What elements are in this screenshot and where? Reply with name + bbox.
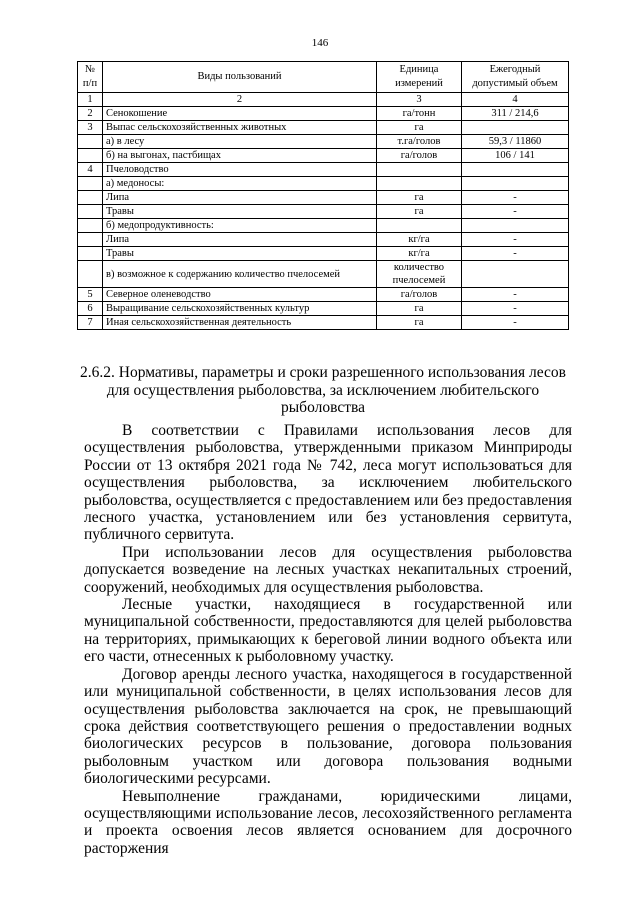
row-number-cell (78, 261, 103, 288)
unit-cell (377, 177, 462, 191)
table-header-row (78, 62, 569, 93)
unit-cell: га (377, 302, 462, 316)
row-number-cell (78, 205, 103, 219)
table-row (78, 163, 569, 177)
table-row (78, 205, 569, 219)
usage-type-cell: а) медоносы: (103, 177, 377, 191)
usage-type-cell: Северное оленеводство (103, 288, 377, 302)
volume-cell: - (462, 288, 569, 302)
unit-cell: кг/га (377, 233, 462, 247)
usage-type-cell: Травы (103, 205, 377, 219)
col-number: 4 (462, 93, 569, 107)
volume-cell: - (462, 316, 569, 330)
table-row (78, 191, 569, 205)
unit-cell: га (377, 191, 462, 205)
unit-cell: количество пчелосемей (377, 261, 462, 288)
table-row (78, 135, 569, 149)
usage-type-cell: б) медопродуктивность: (103, 219, 377, 233)
usage-type-cell: Сенокошение (103, 107, 377, 121)
volume-cell (462, 219, 569, 233)
unit-cell: га/голов (377, 149, 462, 163)
usage-type-cell: Иная сельскохозяйственная деятельность (103, 316, 377, 330)
body-text (84, 422, 572, 857)
unit-cell: га (377, 205, 462, 219)
row-number-cell: 4 (78, 163, 103, 177)
usage-type-cell: в) возможное к содержанию количество пчелосемей (103, 261, 377, 288)
section-title: 2.6.2. Нормативы, параметры и сроки разрешенного использования лесов для осуществления рыболовства, за исключением любительского рыболовства (80, 364, 566, 416)
volume-cell: 106 / 141 (462, 149, 569, 163)
header-usage-type: Виды пользований (103, 62, 377, 93)
paragraph: Лесные участки, находящиеся в государственной или муниципальной собственности, предоставляются для целей рыболовства на территориях, примыкающих к береговой линии водного объекта или его части, отнесенных к рыболовному участку. (84, 596, 572, 666)
row-number-cell: 2 (78, 107, 103, 121)
paragraph: Договор аренды лесного участка, находящегося в государственной или муниципальной собственности, в целях использования лесов для осуществления рыболовства заключается на срок, не превышающий срока действия соответствующего решения о предоставлении водных биологических ресурсов в пользование, договора пользования рыболовным участком или договора пользования водными биологическими ресурсами. (84, 665, 572, 788)
table-row (78, 149, 569, 163)
volume-cell: - (462, 191, 569, 205)
table-body (78, 107, 569, 330)
col-number: 3 (377, 93, 462, 107)
table-row (78, 247, 569, 261)
volume-cell: 311 / 214,6 (462, 107, 569, 121)
usage-type-cell: Липа (103, 191, 377, 205)
col-number: 1 (78, 93, 103, 107)
volume-cell: - (462, 205, 569, 219)
usage-type-cell: а) в лесу (103, 135, 377, 149)
table-row (78, 219, 569, 233)
usage-table (77, 61, 569, 330)
usage-type-cell: Липа (103, 233, 377, 247)
table-row (78, 121, 569, 135)
table-row (78, 177, 569, 191)
unit-cell (377, 163, 462, 177)
row-number-cell (78, 135, 103, 149)
volume-cell: - (462, 247, 569, 261)
header-unit: Единица измерений (377, 62, 462, 93)
column-number-row (78, 93, 569, 107)
page-number: 146 (311, 37, 329, 49)
usage-type-cell: Выпас сельскохозяйственных животных (103, 121, 377, 135)
row-number-cell (78, 149, 103, 163)
paragraph: Невыполнение гражданами, юридическими лицами, осуществляющими использование лесов, лесохозяйственного регламента и проекта освоения лесов является основанием для досрочного расторжения (84, 787, 572, 857)
paragraph: В соответствии с Правилами использования лесов для осуществления рыболовства, утвержденными приказом Минприроды России от 13 октября 2021 года № 742, леса могут использоваться для осуществления рыболовства, за исключением любительского рыболовства, осуществляется с предоставлением или без предоставления лесного участка, установлением или без установления сервитута, публичного сервитута. (84, 422, 572, 544)
volume-cell: - (462, 302, 569, 316)
row-number-cell (78, 191, 103, 205)
unit-cell: га (377, 316, 462, 330)
unit-cell: га/голов (377, 288, 462, 302)
table-row (78, 233, 569, 247)
header-num: № п/п (78, 62, 103, 93)
volume-cell (462, 177, 569, 191)
col-number: 2 (103, 93, 377, 107)
row-number-cell: 5 (78, 288, 103, 302)
unit-cell: га/тонн (377, 107, 462, 121)
row-number-cell (78, 247, 103, 261)
volume-cell: 59,3 / 11860 (462, 135, 569, 149)
row-number-cell (78, 177, 103, 191)
table-row (78, 288, 569, 302)
usage-type-cell: Пчеловодство (103, 163, 377, 177)
row-number-cell: 3 (78, 121, 103, 135)
table-row (78, 316, 569, 330)
unit-cell: кг/га (377, 247, 462, 261)
volume-cell: - (462, 233, 569, 247)
table-row (78, 107, 569, 121)
volume-cell (462, 163, 569, 177)
table-row (78, 261, 569, 288)
unit-cell: т.га/голов (377, 135, 462, 149)
volume-cell (462, 121, 569, 135)
row-number-cell (78, 219, 103, 233)
row-number-cell: 6 (78, 302, 103, 316)
table-row (78, 302, 569, 316)
unit-cell: га (377, 121, 462, 135)
header-volume: Ежегодный допустимый объем (462, 62, 569, 93)
usage-type-cell: Выращивание сельскохозяйственных культур (103, 302, 377, 316)
volume-cell (462, 261, 569, 288)
row-number-cell: 7 (78, 316, 103, 330)
unit-cell (377, 219, 462, 233)
row-number-cell (78, 233, 103, 247)
usage-type-cell: Травы (103, 247, 377, 261)
paragraph: При использовании лесов для осуществления рыболовства допускается возведение на лесных участках некапитальных строений, сооружений, необходимых для осуществления рыболовства. (84, 543, 572, 596)
usage-type-cell: б) на выгонах, пастбищах (103, 149, 377, 163)
